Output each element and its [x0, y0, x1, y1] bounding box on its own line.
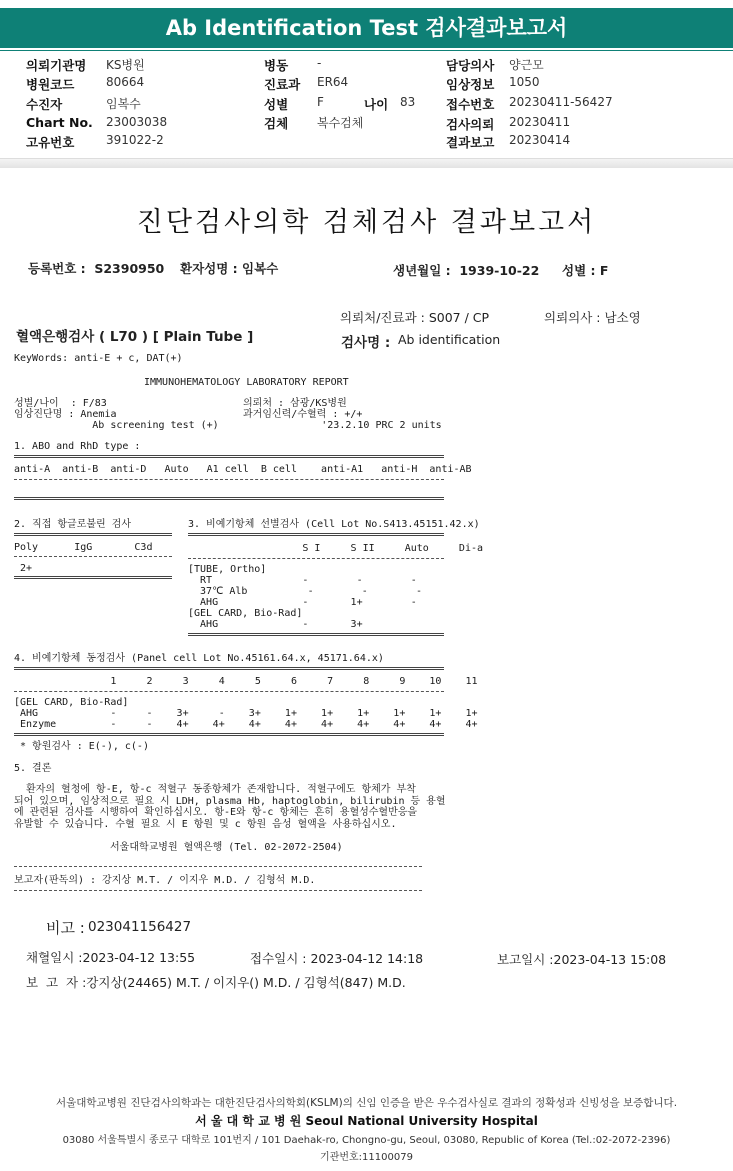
receipt-datetime: 접수일시 : 2023-04-12 14:18 [250, 951, 424, 966]
dat-columns: Poly IgG C3d [14, 542, 153, 553]
abo-section-title: 1. ABO and RhD type : [14, 441, 141, 452]
report-title: 진단검사의학 검체검사 결과보고서 [136, 207, 597, 238]
dat-section-title: 2. 직접 항글로불린 검사 [14, 519, 132, 530]
lab-report-title: IMMUNOHEMATOLOGY LABORATORY REPORT [144, 377, 349, 388]
patient-sex: 성별 : F [562, 263, 609, 278]
table-rule [14, 556, 172, 557]
table-rule [14, 576, 172, 579]
patient-info-left: 성별/나이 : F/83 임상진단명 : Anemia Ab screening test (+) [14, 398, 219, 431]
abo-columns: anti-A anti-B anti-D Auto A1 cell B cell anti-A1 anti-H anti-AB [14, 464, 472, 475]
table-rule [14, 667, 444, 670]
field-label: 임상정보 [446, 77, 495, 92]
field-label: 성별 [264, 97, 289, 112]
test-name-value: Ab identification [398, 332, 501, 347]
date-of-birth: 생년월일 : 1939-10-22 [393, 263, 540, 278]
table-rule [188, 633, 444, 636]
field-label: 검사의뢰 [446, 117, 495, 132]
field-label: 진료과 [264, 77, 301, 92]
dat-values: 2+ [14, 563, 33, 574]
certification-statement: 서울대학교병원 진단검사의학과는 대한진단검사의학회(KSLM)의 신임 인증을 받은 우수검사실로 결과의 정확성과 신빙성을 보증합니다. [55, 1097, 678, 1109]
blood-bank-contact: 서울대학교병원 혈액은행 (Tel. 02-2072-2504) [110, 842, 343, 853]
field-value: 20230411-56427 [509, 95, 613, 109]
report-banner-title: Ab Identification Test 검사결과보고서 [0, 8, 733, 48]
table-rule [14, 866, 422, 867]
table-rule [14, 890, 422, 891]
report-datetime: 보고일시 :2023-04-13 15:08 [497, 952, 667, 967]
field-value: F [317, 95, 324, 109]
field-label: 병원코드 [26, 77, 75, 92]
field-label: 접수번호 [446, 97, 495, 112]
conclusion-text: 환자의 혈청에 항-E, 항-c 적혈구 동종항체가 존재합니다. 적혈구에도 항체가 부착 되어 있으며, 임상적으로 필요 시 LDH, plasma Hb, haptoglobin, bilirubin 등 용혈 에 관련된 검사를 시행하여 확인하십시오. 항-E와 항-c 항체는 흔히 용혈성수혈반응을 유발할 수 있습니다. 수혈 필요 시 E 항원 및 c 항원 음성 혈액을 사용하십시오. [14, 784, 446, 830]
panel-results: [GEL CARD, Bio-Rad] AHG - - 3+ - 3+ 1+ 1+ 1+ 1+ 1+ 1+ Enzyme - - 4+ 4+ 4+ 4+ 4+ 4+ 4+ 4+ 4+ [14, 697, 478, 730]
table-rule [14, 691, 444, 692]
conclusion-title: 5. 결론 [14, 763, 52, 774]
field-value: - [317, 56, 322, 70]
table-rule [14, 479, 444, 480]
field-label: 고유번호 [26, 135, 75, 150]
field-label: 병동 [264, 58, 289, 73]
table-rule [188, 533, 444, 536]
antigen-test-note: * 항원검사 : E(-), c(-) [14, 741, 149, 752]
registration-number: 등록번호 : S2390950 [28, 261, 165, 276]
collection-datetime: 채혈일시 :2023-04-12 13:55 [26, 950, 196, 965]
table-rule [14, 497, 444, 500]
field-value: 임복수 [106, 97, 141, 111]
requesting-doctor: 의뢰의사 : 남소영 [544, 310, 641, 325]
field-label: 수진자 [26, 97, 63, 112]
field-value: 23003038 [106, 115, 168, 129]
field-label: 검체 [264, 116, 289, 131]
banner-divider [0, 50, 733, 51]
screening-columns: S I S II Auto Di-a [188, 543, 484, 554]
field-value: 20230411 [509, 115, 571, 129]
screening-section-title: 3. 비예기항체 선별검사 (Cell Lot No.S413.45151.42.x) [188, 519, 480, 530]
field-label: 의뢰기관명 [26, 58, 87, 73]
field-value: ER64 [317, 75, 349, 89]
field-value: 양근모 [509, 58, 544, 72]
field-value: 1050 [509, 75, 540, 89]
note-value: 023041156427 [88, 919, 192, 935]
patient-name: 환자성명 : 임복수 [180, 261, 279, 276]
reporter-line: 보 고 자 :강지상(24465) M.T. / 이지우() M.D. / 김형석(847) M.D. [26, 975, 406, 990]
table-rule [14, 533, 172, 536]
age-label: 나이 [364, 97, 389, 112]
field-label: Chart No. [26, 115, 93, 130]
field-value: 복수검체 [317, 116, 364, 130]
hospital-name: 서 울 대 학 교 병 원 Seoul National University Hospital [195, 1114, 538, 1128]
institution-number: 기관번호:11100079 [320, 1152, 413, 1163]
panel-columns: 1 2 3 4 5 6 7 8 9 10 11 [14, 676, 478, 687]
field-value: KS병원 [106, 58, 145, 72]
requesting-department: 의뢰처/진료과 : S007 / CP [340, 310, 490, 325]
field-value: 80664 [106, 75, 145, 89]
field-value: 391022-2 [106, 133, 164, 147]
table-rule [14, 455, 444, 458]
patient-info-right: 의뢰처 : 삼광/KS병원 과거임신력/수혈력 : +/+ '23.2.10 PRC 2 units [243, 398, 442, 431]
field-label: 결과보고 [446, 135, 495, 150]
reporting-physicians: 보고자(판독의) : 강지상 M.T. / 이지우 M.D. / 김형석 M.D. [14, 875, 316, 886]
test-group: 혈액은행검사 ( L70 ) [ Plain Tube ] [16, 329, 254, 345]
test-name-label: 검사명 : [341, 335, 391, 351]
table-rule [14, 733, 444, 736]
field-label: 담당의사 [446, 58, 495, 73]
table-rule [188, 558, 444, 559]
age-value: 83 [400, 95, 416, 109]
hospital-address: 03080 서울특별시 종로구 대학로 101번지 / 101 Daehak-ro, Chongno-gu, Seoul, 03080, Republic of Korea (Tel.:02-2072-2396) [62, 1135, 671, 1146]
section-separator [0, 158, 733, 168]
note-label: 비고 : [46, 919, 85, 937]
keywords: KeyWords: anti-E + c, DAT(+) [14, 353, 183, 364]
field-value: 20230414 [509, 133, 571, 147]
screening-results: [TUBE, Ortho] RT - - - 37℃ Alb - - - AHG - 1+ - [GEL CARD, Bio-Rad] AHG - 3+ [188, 564, 422, 630]
identification-section-title: 4. 비예기항체 동정검사 (Panel cell Lot No.45161.64.x, 45171.64.x) [14, 653, 384, 664]
